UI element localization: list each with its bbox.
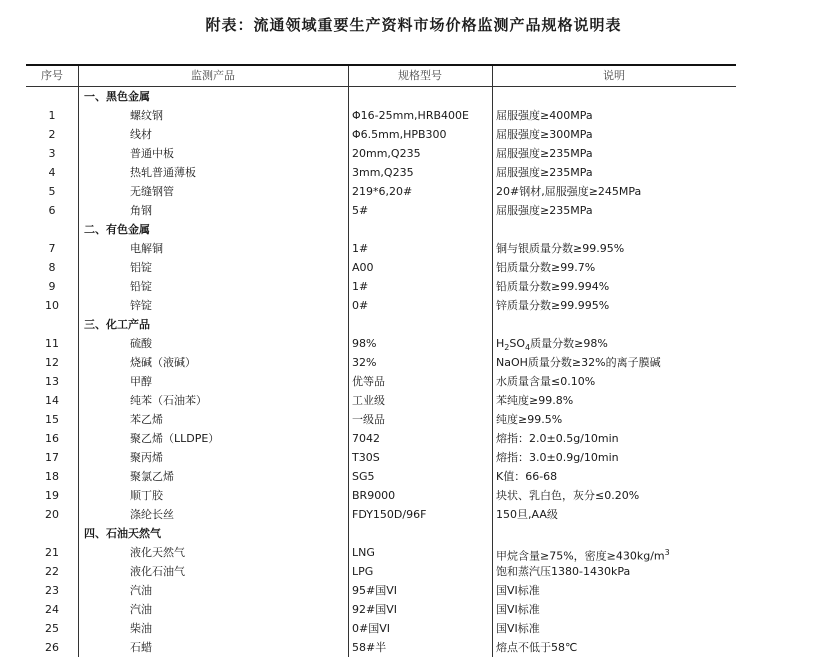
spec-value: 20mm,Q235 <box>352 147 421 160</box>
row-number: 9 <box>48 280 56 293</box>
row-number: 3 <box>48 147 56 160</box>
row-number: 12 <box>45 356 59 369</box>
spec-value: 1# <box>352 280 369 293</box>
spec-table <box>26 64 736 657</box>
table-row <box>26 467 736 486</box>
header-spec: 规格型号 <box>398 69 442 82</box>
spec-value: 32% <box>352 356 377 369</box>
desc-superscript: 3 <box>664 548 670 557</box>
table-row <box>26 182 736 201</box>
description: 锌质量分数≥99.995% <box>496 299 610 312</box>
description: NaOH质量分数≥32%的离子膜碱 <box>496 356 661 369</box>
row-number: 25 <box>45 622 59 635</box>
desc-part: 质量分数≥98% <box>530 337 608 350</box>
category-row <box>26 524 736 543</box>
spec-value: A00 <box>352 261 374 274</box>
table-row <box>26 201 736 220</box>
row-number: 23 <box>45 584 59 597</box>
row-number: 1 <box>48 109 56 122</box>
row-number: 2 <box>48 128 56 141</box>
description: 苯纯度≥99.8% <box>496 394 574 407</box>
product-name: 普通中板 <box>130 147 174 160</box>
spec-value: 工业级 <box>352 394 385 407</box>
description: K值：66-68 <box>496 470 558 483</box>
table-row <box>26 277 736 296</box>
description: 熔指：2.0±0.5g/10min <box>496 432 619 445</box>
row-number: 24 <box>45 603 59 616</box>
spec-value: LPG <box>352 565 374 578</box>
spec-value: T30S <box>352 451 380 464</box>
product-name: 热轧普通薄板 <box>130 166 196 179</box>
product-name: 涤纶长丝 <box>130 508 174 521</box>
row-number: 15 <box>45 413 59 426</box>
product-name: 角钢 <box>130 204 152 217</box>
row-number: 16 <box>45 432 59 445</box>
description: 20#钢材,屈服强度≥245MPa <box>496 185 642 198</box>
description: 国VI标准 <box>496 622 540 635</box>
desc-part: 甲烷含量≥75%，密度≥430kg/m <box>496 549 665 562</box>
row-number: 26 <box>45 641 59 654</box>
product-name: 柴油 <box>130 622 152 635</box>
spec-value: 1# <box>352 242 369 255</box>
table-row <box>26 163 736 182</box>
table-row <box>26 334 736 353</box>
row-number: 7 <box>48 242 56 255</box>
spec-value: LNG <box>352 546 375 559</box>
product-name: 铅锭 <box>130 280 152 293</box>
row-number: 5 <box>48 185 56 198</box>
description <box>492 334 740 353</box>
description: 饱和蒸汽压1380-1430kPa <box>496 565 631 578</box>
header-desc: 说明 <box>603 69 625 82</box>
description: 铝质量分数≥99.7% <box>496 261 596 274</box>
product-name: 锌锭 <box>130 299 152 312</box>
description <box>492 543 740 562</box>
row-number: 6 <box>48 204 56 217</box>
table-row <box>26 258 736 277</box>
table-row <box>26 486 736 505</box>
row-number: 20 <box>45 508 59 521</box>
row-number: 18 <box>45 470 59 483</box>
product-name: 铝锭 <box>130 261 152 274</box>
description: 块状、乳白色，灰分≤0.20% <box>496 489 640 502</box>
category-row <box>26 87 736 106</box>
product-name: 石蜡 <box>130 641 152 654</box>
table-row <box>26 125 736 144</box>
row-number: 14 <box>45 394 59 407</box>
table-row <box>26 429 736 448</box>
description: 铅质量分数≥99.994% <box>496 280 610 293</box>
category-label: 三、化工产品 <box>84 318 150 331</box>
description: 铜与银质量分数≥99.95% <box>496 242 625 255</box>
spec-value: 5# <box>352 204 369 217</box>
table-row <box>26 448 736 467</box>
row-number: 10 <box>45 299 59 312</box>
row-number: 21 <box>45 546 59 559</box>
spec-value: FDY150D/96F <box>352 508 427 521</box>
description: 国VI标准 <box>496 603 540 616</box>
desc-part: SO <box>509 337 526 350</box>
product-name: 硫酸 <box>130 337 152 350</box>
spec-value: 95#国VI <box>352 584 397 597</box>
product-name: 聚氯乙烯 <box>130 470 174 483</box>
table-row <box>26 106 736 125</box>
description: 纯度≥99.5% <box>496 413 563 426</box>
desc-subscript: 2 <box>504 343 510 353</box>
header-product: 监测产品 <box>191 69 235 82</box>
table-row <box>26 600 736 619</box>
table-row <box>26 391 736 410</box>
table-body <box>26 87 736 657</box>
spec-value: 0#国VI <box>352 622 390 635</box>
product-name: 液化天然气 <box>130 546 185 559</box>
table-row <box>26 239 736 258</box>
description: 熔指：3.0±0.9g/10min <box>496 451 619 464</box>
product-name: 聚丙烯 <box>130 451 163 464</box>
category-row <box>26 315 736 334</box>
row-number: 11 <box>45 337 59 350</box>
description: 屈服强度≥235MPa <box>496 147 593 160</box>
spec-value: 219*6,20# <box>352 185 413 198</box>
description: 水质量含量≤0.10% <box>496 375 596 388</box>
product-name: 苯乙烯 <box>130 413 163 426</box>
table-row <box>26 619 736 638</box>
spec-value: 92#国VI <box>352 603 397 616</box>
row-number: 19 <box>45 489 59 502</box>
table-row <box>26 562 736 581</box>
table-header-row <box>26 66 736 87</box>
row-number: 17 <box>45 451 59 464</box>
document-title: 附表：流通领域重要生产资料市场价格监测产品规格说明表 <box>205 16 622 34</box>
product-name: 无缝钢管 <box>130 185 174 198</box>
spec-value: 58#半 <box>352 641 387 654</box>
spec-value: 98% <box>352 337 377 350</box>
spec-value: Φ6.5mm,HPB300 <box>352 128 447 141</box>
category-label: 二、有色金属 <box>84 223 150 236</box>
table-row <box>26 410 736 429</box>
spec-value: SG5 <box>352 470 375 483</box>
description: 屈服强度≥235MPa <box>496 166 593 179</box>
table-row <box>26 581 736 600</box>
table-row <box>26 353 736 372</box>
description: 屈服强度≥400MPa <box>496 109 593 122</box>
spec-value: Φ16-25mm,HRB400E <box>352 109 469 122</box>
spec-value: 一级品 <box>352 413 385 426</box>
spec-value: 0# <box>352 299 369 312</box>
spec-value: 3mm,Q235 <box>352 166 414 179</box>
row-number: 22 <box>45 565 59 578</box>
category-row <box>26 220 736 239</box>
category-label: 四、石油天然气 <box>84 527 161 540</box>
spec-value: 7042 <box>352 432 380 445</box>
row-number: 13 <box>45 375 59 388</box>
desc-part: H <box>496 337 505 350</box>
table-row <box>26 505 736 524</box>
product-name: 汽油 <box>130 603 152 616</box>
product-name: 烧碱（液碱） <box>130 356 196 369</box>
product-name: 线材 <box>130 128 152 141</box>
row-number: 8 <box>48 261 56 274</box>
header-seq: 序号 <box>41 69 63 82</box>
description: 国VI标准 <box>496 584 540 597</box>
description: 150旦,AA级 <box>496 508 558 521</box>
product-name: 甲醇 <box>130 375 152 388</box>
table-row <box>26 296 736 315</box>
description: 屈服强度≥300MPa <box>496 128 593 141</box>
spec-value: BR9000 <box>352 489 396 502</box>
product-name: 聚乙烯（LLDPE） <box>130 432 220 445</box>
description: 熔点不低于58℃ <box>496 641 578 654</box>
row-number: 4 <box>48 166 56 179</box>
product-name: 电解铜 <box>130 242 163 255</box>
table-row <box>26 638 736 657</box>
product-name: 螺纹钢 <box>130 109 163 122</box>
table-row <box>26 543 736 562</box>
desc-subscript: 4 <box>525 343 531 353</box>
product-name: 汽油 <box>130 584 152 597</box>
product-name: 顺丁胶 <box>130 489 163 502</box>
category-label: 一、黑色金属 <box>84 90 150 103</box>
description: 屈服强度≥235MPa <box>496 204 593 217</box>
product-name: 纯苯（石油苯） <box>130 394 207 407</box>
spec-value: 优等品 <box>352 375 385 388</box>
product-name: 液化石油气 <box>130 565 185 578</box>
table-row <box>26 144 736 163</box>
table-row <box>26 372 736 391</box>
